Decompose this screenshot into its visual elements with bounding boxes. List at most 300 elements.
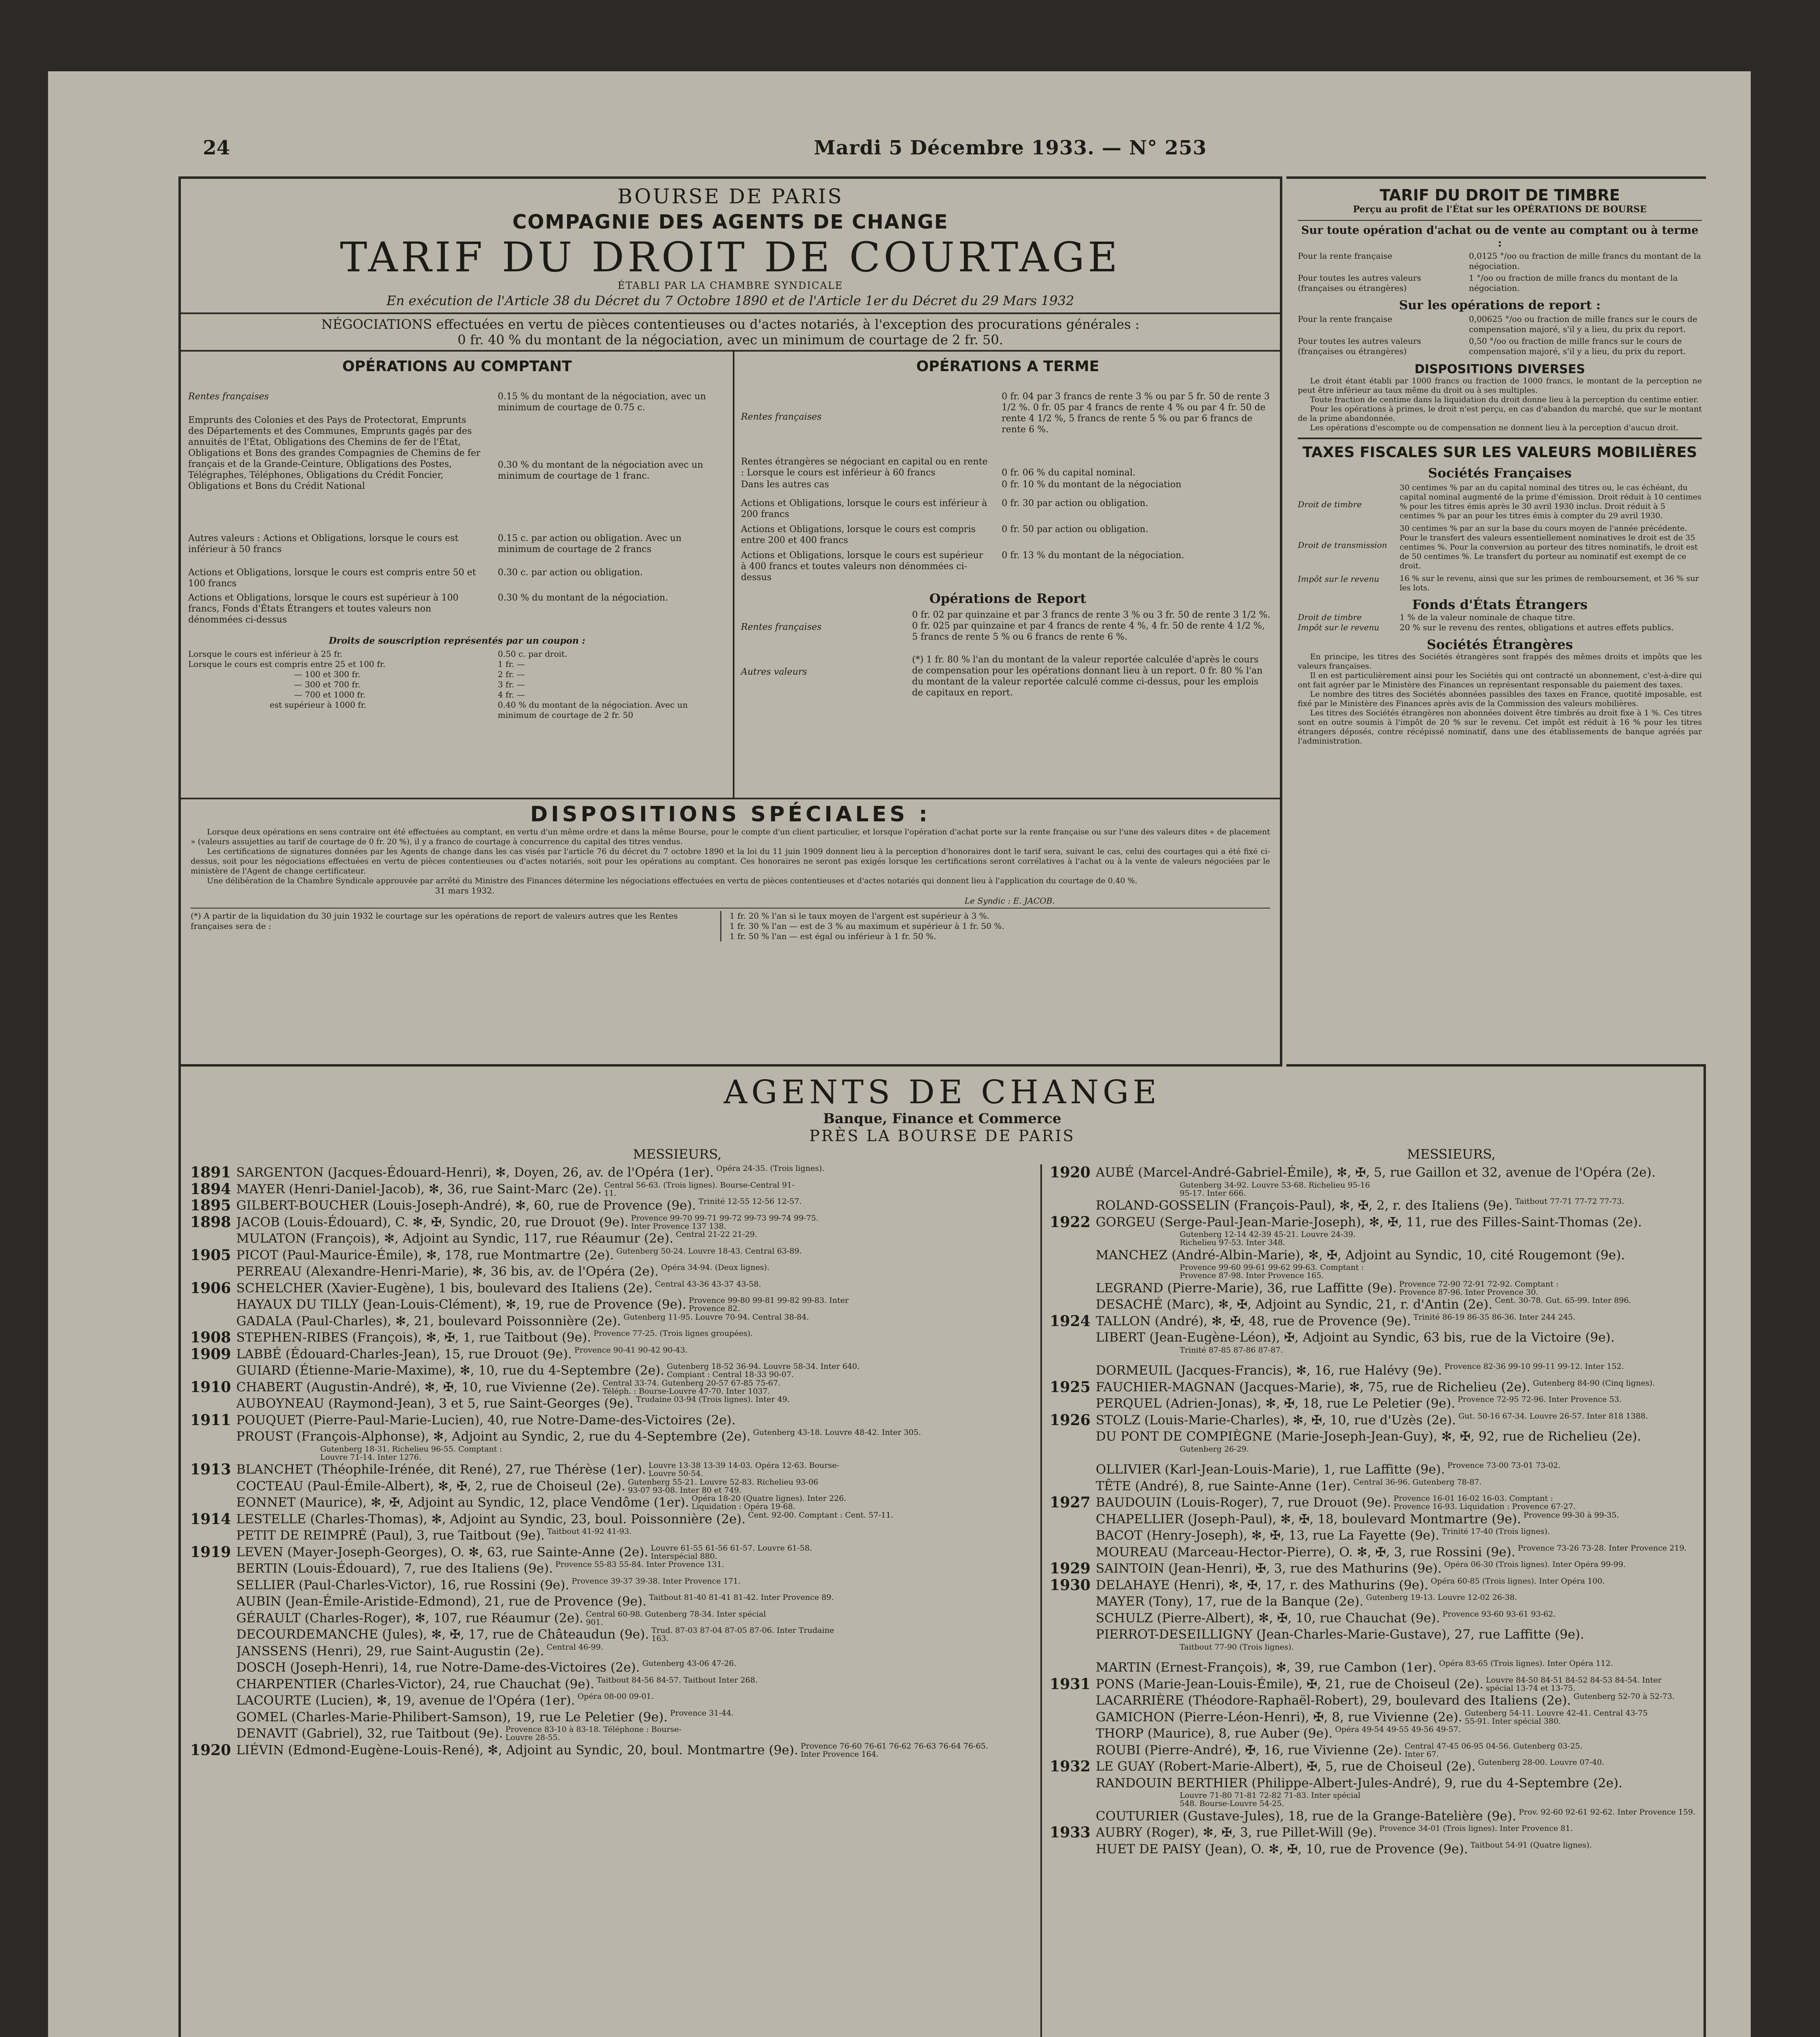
agent-row: [185, 1709, 1040, 1726]
agent-row: [1044, 1643, 1704, 1660]
agent-name: COCTEAU (Paul-Émile-Albert), ✻, ✠, 2, rue de Choiseul (2e).: [236, 1478, 626, 1494]
agent-row: [1044, 1841, 1704, 1858]
agent-telephone: Louvre 84-50 84-51 84-52 84-53 84-54. Inter spécial 13-74 et 13-75.: [1486, 1676, 1662, 1692]
agent-telephone: Provence 99-80 99-81 99-82 99-83. Inter Provence 82.: [688, 1296, 849, 1313]
agent-entry: [236, 1725, 1040, 1742]
agent-row: [185, 1577, 1040, 1594]
agent-telephone: Louvre 71-80 71-81 72-82 71-83. Inter spécial 548. Bourse-Louvre 54-25.: [1180, 1791, 1361, 1808]
agent-name: LESTELLE (Charles-Thomas), ✻, Adjoint au Syndic, 23, boul. Poissonnière (2e).: [236, 1511, 746, 1527]
agent-telephone: Gutenberg 18-52 36-94. Louvre 58-34. Inter 640. Compiant : Central 18-33 90-07.: [667, 1362, 860, 1379]
comptant-column: [188, 358, 726, 724]
agent-name: GUIARD (Étienne-Marie-Maxime), ✻, 10, rue du 4-Septembre (2e).: [236, 1363, 664, 1378]
agent-row: [185, 1626, 1040, 1643]
agent-name: SAINTOIN (Jean-Henri), ✠, 3, rue des Mathurins (9e).: [1096, 1561, 1442, 1576]
agent-row: [1044, 1610, 1704, 1627]
agent-row: [1044, 1494, 1704, 1511]
taxe-row: Impôt sur le revenu 20 % sur le revenu des rentes, obligations et autres effets publics.: [1298, 623, 1674, 632]
agent-telephone: Gutenberg 11-95. Louvre 70-94. Central 38-84.: [623, 1313, 809, 1322]
agent-telephone: Central 60-98. Gutenberg 78-34. Inter spécial 901.: [586, 1610, 766, 1626]
agent-year: 1891: [190, 1164, 231, 1181]
agent-entry: [236, 1214, 1040, 1230]
agent-entry: [236, 1280, 1040, 1296]
agent-name: PIERROT-DESEILLIGNY (Jean-Charles-Marie-Gustave), 27, rue Laffitte (9e).: [1096, 1627, 1585, 1642]
agent-telephone: Central 46-99.: [546, 1643, 603, 1652]
agent-row: [1044, 1296, 1704, 1313]
agent-year: 1930: [1049, 1576, 1091, 1594]
agent-telephone: Gutenberg 28-00. Louvre 07-40.: [1478, 1758, 1605, 1767]
terme-row: Actions et Obligations, lorsque le cours est supérieur à 400 francs et toutes valeurs non dénommées ci-dessus 0 fr. 13 % du montant de la négociation.: [741, 550, 1185, 583]
agent-name: CHABERT (Augustin-André), ✻, ✠, 10, rue Vivienne (2e).: [236, 1379, 600, 1395]
agent-name: LABBÉ (Édouard-Charles-Jean), 15, rue Drouot (9e).: [236, 1346, 572, 1362]
agent-row: [185, 1214, 1040, 1231]
agent-row: [185, 1164, 1040, 1181]
agent-entry: [1096, 1428, 1704, 1445]
agent-telephone: Opéra 06-30 (Trois lignes). Inter Opéra 99-99.: [1444, 1560, 1626, 1569]
agent-entry: [1096, 1461, 1704, 1478]
agent-telephone: Trinité 12-55 12-56 12-57.: [698, 1197, 802, 1206]
agent-row: [1044, 1544, 1704, 1561]
agent-row: [1044, 1758, 1704, 1775]
bourse-heading: BOURSE DE PARIS: [617, 185, 844, 208]
agent-row: [1044, 1461, 1704, 1478]
report-heading: Opérations de Report: [929, 591, 1086, 606]
coupon-row: — 700 et 1000 fr. 4 fr. —: [294, 690, 525, 700]
comptant-row: Actions et Obligations, lorsque le cours est supérieur à 100 francs, Fonds d'États Étrangers et toutes valeurs non dénommées ci-dessus 0.30 % du montant de la négociation.: [188, 593, 668, 625]
agent-row: [185, 1230, 1040, 1247]
etrangeres-para: En principe, les titres des Sociétés étrangères sont frappés des mêmes droits et impôts que les valeurs françaises.: [1298, 652, 1702, 671]
agent-telephone: Gutenberg 50-24. Louvre 18-43. Central 63-89.: [616, 1247, 802, 1256]
agent-row: [185, 1643, 1040, 1660]
syndic-signature: Le Syndic : E. JACOB.: [965, 896, 1055, 906]
agent-entry: [236, 1346, 1040, 1362]
agent-name: OLLIVIER (Karl-Jean-Louis-Marie), 1, rue Laffitte (9e).: [1096, 1462, 1445, 1477]
disposition-para: Une délibération de la Chambre Syndicale approuvée par arrêté du Ministre des Finances détermine les négociations effectuées en vertu de pièces contentieuses et d'actes notariés qui donnent lieu à l'application du courtage de 0.40 %.: [207, 876, 1138, 885]
agent-telephone: Provence 73-26 73-28. Inter Provence 219.: [1518, 1544, 1687, 1553]
agent-entry: [236, 1412, 1040, 1428]
agent-telephone: Prov. 92-60 92-61 92-62. Inter Provence 159.: [1519, 1808, 1696, 1817]
agent-name: DESACHÉ (Marc), ✻, ✠, Adjoint au Syndic, 21, r. d'Antin (2e).: [1096, 1297, 1492, 1312]
terme-row: Actions et Obligations, lorsque le cours est inférieur à 200 francs 0 fr. 30 par action ou obligation.: [741, 498, 1148, 519]
agent-telephone: Provence 93-60 93-61 93-62.: [1442, 1610, 1556, 1619]
agent-telephone: Provence 72-90 72-91 72-92. Comptant : Provence 87-96. Inter Provence 30.: [1399, 1280, 1559, 1296]
agent-row: [185, 1742, 1040, 1759]
agent-telephone: Opéra 18-20 (Quatre lignes). Inter 226. Liquidation : Opéra 19-68.: [691, 1494, 846, 1511]
agent-row: [1044, 1445, 1704, 1462]
negociations-line-1: NÉGOCIATIONS effectuées en vertu de pièces contentieuses ou d'actes notariés, à l'exception des procurations générales :: [321, 317, 1140, 332]
agent-entry: [236, 1527, 1040, 1544]
agent-entry: [236, 1742, 1040, 1758]
page-number: 24: [203, 136, 230, 159]
timbre-h3: DISPOSITIONS DIVERSES: [1414, 362, 1585, 376]
agent-name: MAYER (Henri-Daniel-Jacob), ✻, 36, rue Saint-Marc (2e).: [236, 1181, 602, 1197]
tarif-courtage-panel: [178, 176, 1282, 1067]
agent-telephone: Provence 83-10 à 83-18. Téléphone : Bourse-Louvre 28-55.: [505, 1725, 681, 1742]
agent-name: AUBIN (Jean-Émile-Aristide-Edmond), 21, rue de Provence (9e).: [236, 1594, 647, 1609]
agent-year: 1911: [190, 1411, 231, 1429]
agent-name: PERREAU (Alexandre-Henri-Marie), ✻, 36 bis, av. de l'Opéra (2e).: [236, 1264, 659, 1279]
agent-name: PETIT DE REIMPRÉ (Paul), 3, rue Taitbout (9e).: [236, 1528, 545, 1543]
agent-entry: [1096, 1214, 1704, 1230]
agent-name: MAYER (Tony), 17, rue de la Banque (2e).: [1096, 1594, 1364, 1609]
agent-row: [1044, 1775, 1704, 1792]
comptant-row: Autres valeurs : Actions et Obligations, lorsque le cours est inférieur à 50 francs 0.15 c. par action ou obligation. Avec un minimum de courtage de 2 francs: [188, 533, 682, 554]
agent-entry: [236, 1164, 1040, 1181]
agent-name: FAUCHIER-MAGNAN (Jacques-Marie), ✻, 75, rue de Richelieu (2e).: [1096, 1379, 1531, 1395]
agent-telephone: Taitbout 84-56 84-57. Taitbout Inter 268.: [596, 1676, 758, 1685]
agent-row: [185, 1692, 1040, 1709]
agent-name: LEGRAND (Pierre-Marie), 36, rue Laffitte (9e).: [1096, 1280, 1397, 1296]
agent-telephone: Taitbout 54-91 (Quatre lignes).: [1470, 1841, 1592, 1850]
agent-row: [185, 1445, 1040, 1462]
agent-entry: [1096, 1841, 1704, 1857]
agent-row: [1044, 1247, 1704, 1264]
agent-row: [1044, 1329, 1704, 1346]
agent-name: AUBÉ (Marcel-André-Gabriel-Émile), ✻, ✠, 5, rue Gaillon et 32, avenue de l'Opéra (2e).: [1096, 1165, 1656, 1180]
agent-row: [1044, 1560, 1704, 1577]
agent-telephone: Gutenberg 12-14 42-39 45-21. Louvre 24-39. Richelieu 97-53. Inter 348.: [1180, 1230, 1356, 1247]
agent-entry: [1096, 1197, 1704, 1214]
etrangeres-para: Le nombre des titres des Sociétés abonnées passibles des taxes en France, quotité imposable, est fixé par le Ministère des Finances après avis de la Commission des valeurs mobilières.: [1298, 690, 1702, 708]
agent-row: [1044, 1478, 1704, 1495]
agent-row: [1044, 1725, 1704, 1742]
agent-entry: [236, 1511, 1040, 1527]
agent-row: [1044, 1164, 1704, 1181]
negociations-line-2: 0 fr. 40 % du montant de la négociation, avec un minimum de courtage de 2 fr. 50.: [457, 332, 1003, 348]
agent-name: SELLIER (Paul-Charles-Victor), 16, rue Rossini (9e).: [236, 1577, 569, 1593]
agent-row: [1044, 1692, 1704, 1709]
agent-name: GADALA (Paul-Charles), ✻, 21, boulevard Poissonnière (2e).: [236, 1313, 621, 1329]
agent-name: GORGEU (Serge-Paul-Jean-Marie-Joseph), ✻, ✠, 11, rue des Filles-Saint-Thomas (2e).: [1096, 1214, 1642, 1230]
coupon-row: est supérieur à 1000 fr. 0.40 % du montant de la négociation. Avec un minimum de courtage de 2 fr. 50: [270, 700, 688, 720]
agent-name: BACOT (Henry-Joseph), ✻, ✠, 13, rue La Fayette (9e).: [1096, 1528, 1440, 1543]
agent-year: 1932: [1049, 1758, 1091, 1775]
agent-entry: [1096, 1808, 1704, 1824]
agent-entry: [236, 1428, 1040, 1445]
agent-entry: [1096, 1230, 1704, 1247]
agent-entry: [1096, 1709, 1704, 1725]
agent-entry: [1096, 1610, 1704, 1626]
agent-telephone: Provence 76-60 76-61 76-62 76-63 76-64 76-65. Inter Provence 164.: [800, 1742, 988, 1758]
agent-telephone: Taitbout 41-92 41-93.: [547, 1527, 632, 1536]
dateline: Mardi 5 Décembre 1933. — N° 253: [814, 136, 1207, 159]
agent-row: [185, 1461, 1040, 1478]
agent-row: [1044, 1824, 1704, 1841]
agent-year: 1922: [1049, 1213, 1091, 1231]
agent-row: [1044, 1577, 1704, 1594]
messieurs-left: MESSIEURS,: [633, 1146, 722, 1162]
timbre-p3: Les opérations d'escompte ou de compensation ne donnent lieu à la perception d'aucun droit.: [1310, 423, 1679, 432]
agent-row: [185, 1593, 1040, 1610]
agent-entry: [1096, 1296, 1704, 1313]
agent-entry: [236, 1593, 1040, 1610]
timbre-r1-row: Pour toutes les autres valeurs (françaises ou étrangères) 1 °/oo ou fraction de mille francs du montant de la négociation.: [1298, 273, 1678, 293]
agent-name: GOMEL (Charles-Marie-Philibert-Samson), 19, rue Le Peletier (9e).: [236, 1709, 668, 1725]
agent-entry: [1096, 1346, 1704, 1362]
agent-year: 1913: [190, 1461, 231, 1478]
agent-row: [185, 1181, 1040, 1198]
agent-entry: [1096, 1676, 1704, 1692]
agent-year: 1910: [190, 1378, 231, 1396]
agent-telephone: Provence 77-25. (Trois lignes groupées).: [593, 1329, 753, 1338]
agent-year: 1920: [190, 1741, 231, 1759]
agent-row: [185, 1346, 1040, 1363]
agent-row: [185, 1494, 1040, 1511]
agent-entry: [1096, 1313, 1704, 1329]
disposition-para: Lorsque deux opérations en sens contraire ont été effectuées au comptant, en vertu d'un même ordre et dans la même Bourse, pour le compte d'un client particulier, et lorsque l'opération d'achat porte sur la rente française ou sur l'une des valeurs dites « de placement » (valeurs assujetties au tarif de courtage de 0 fr. 20 %), il y a franco de courtage à concurrence du capital des titres vendus.: [191, 827, 1270, 846]
agent-row: [1044, 1511, 1704, 1528]
tarif-timbre-panel: [1286, 176, 1706, 1067]
agent-telephone: Taitbout 77-90 (Trois lignes).: [1180, 1643, 1294, 1652]
negociations-note: [181, 314, 1280, 350]
agent-name: TALLON (André), ✻, ✠, 48, rue de Provence (9e).: [1096, 1313, 1411, 1329]
agent-name: HAYAUX DU TILLY (Jean-Louis-Clément), ✻, 19, rue de Provence (9e).: [236, 1297, 686, 1312]
timbre-p3: Pour les opérations à primes, le droit n'est perçu, en cas d'abandon du marché, que sur le montant de la prime abandonnée.: [1298, 405, 1702, 423]
agent-row: [185, 1280, 1040, 1297]
agent-entry: [1096, 1577, 1704, 1593]
agent-name: LEVEN (Mayer-Joseph-Georges), O. ✻, 63, rue Sainte-Anne (2e).: [236, 1544, 648, 1560]
agent-row: [1044, 1659, 1704, 1676]
agent-name: GÉRAULT (Charles-Roger), ✻, 107, rue Réaumur (2e).: [236, 1610, 584, 1626]
agent-name: MOUREAU (Marceau-Hector-Pierre), O. ✻, ✠, 3, rue Rossini (9e).: [1096, 1544, 1516, 1560]
timbre-p3: Le droit étant établi par 1000 francs ou fraction de 1000 francs, le montant de la perception ne peut être inférieur au taux même du droit ou à ses multiples.: [1298, 376, 1702, 395]
agent-year: 1919: [190, 1543, 231, 1561]
agent-name: AUBOYNEAU (Raymond-Jean), 3 et 5, rue Saint-Georges (9e).: [236, 1396, 634, 1411]
agent-entry: [1096, 1692, 1704, 1709]
agent-entry: [236, 1197, 1040, 1214]
agent-year: 1924: [1049, 1312, 1091, 1330]
agent-telephone: Gutenberg 55-21. Louvre 52-83. Richelieu 93-06 93-07 93-08. Inter 80 et 749.: [628, 1478, 818, 1494]
comptant-row: Actions et Obligations, lorsque le cours est compris entre 50 et 100 francs 0.30 c. par action ou obligation.: [188, 568, 643, 589]
agent-telephone: Provence 82-36 99-10 99-11 99-12. Inter 152.: [1444, 1362, 1624, 1371]
agent-name: POUQUET (Pierre-Paul-Marie-Lucien), 40, rue Notre-Dame-des-Victoires (2e).: [236, 1412, 736, 1428]
agent-telephone: Provence 16-01 16-02 16-03. Comptant : Provence 16-93. Liquidation : Provence 67-27.: [1394, 1494, 1576, 1511]
agent-name: SCHELCHER (Xavier-Eugène), 1 bis, boulevard des Italiens (2e).: [236, 1280, 653, 1296]
agent-entry: [236, 1494, 1040, 1511]
agent-telephone: Provence 39-37 39-38. Inter Provence 171.: [571, 1577, 741, 1586]
agent-entry: [1096, 1280, 1704, 1296]
agent-entry: [1096, 1791, 1704, 1808]
agent-name: AUBRY (Roger), ✻, ✠, 3, rue Pillet-Will (9e).: [1096, 1825, 1377, 1840]
agent-name: TÊTE (André), 8, rue Sainte-Anne (1er).: [1096, 1478, 1351, 1494]
agent-telephone: Central 47-45 06-95 04-56. Gutenberg 03-25. Inter 67.: [1405, 1742, 1583, 1758]
agent-telephone: Gutenberg 52-70 à 52-73.: [1573, 1692, 1675, 1701]
agent-telephone: Provence 99-30 à 99-35.: [1523, 1511, 1619, 1520]
agents-subtitle-2: PRÈS LA BOURSE DE PARIS: [809, 1127, 1075, 1145]
agent-entry: [236, 1313, 1040, 1329]
agent-row: [185, 1725, 1040, 1742]
agent-row: [185, 1412, 1040, 1429]
agent-name: MARTIN (Ernest-François), ✻, 39, rue Cambon (1er).: [1096, 1660, 1437, 1675]
agent-entry: [1096, 1511, 1704, 1527]
taxe-row: Droit de timbre 30 centimes % par an du capital nominal des titres ou, le cas échéant, du capital nominal augmenté de la prime d'émission. Droit réduit à 10 centimes % pour les titres émis après le 30 avril 1930 inclus. Droit réduit à 5 centimes % par an pour les titres émis à compter du 29 avril 1930.: [1298, 483, 1701, 520]
taxe-row: Impôt sur le revenu 16 % sur le revenu, ainsi que sur les primes de remboursement, et 36 % sur les lots.: [1298, 574, 1699, 592]
agent-name: ROUBI (Pierre-André), ✠, 16, rue Vivienne (2e).: [1096, 1742, 1402, 1758]
agent-telephone: Provence 34-01 (Trois lignes). Inter Provence 81.: [1379, 1824, 1573, 1833]
timbre-p3: Toute fraction de centime dans la liquidation du droit donne lieu à la perception du centime entier.: [1310, 395, 1699, 404]
agent-telephone: Gutenberg 18-31. Richelieu 96-55. Comptant : Louvre 71-14. Inter 1276.: [320, 1445, 502, 1461]
agent-year: 1929: [1049, 1560, 1091, 1577]
agent-entry: [1096, 1164, 1704, 1181]
agent-telephone: Gut. 50-16 67-34. Louvre 26-57. Inter 818 1388.: [1458, 1412, 1648, 1421]
coupon-row: — 300 et 700 fr. 3 fr. —: [294, 680, 525, 689]
agent-entry: [236, 1379, 1040, 1395]
terme-row: Actions et Obligations, lorsque le cours est compris entre 200 et 400 francs 0 fr. 50 par action ou obligation.: [741, 524, 1148, 546]
taxe-row: Droit de timbre 1 % de la valeur nominale de chaque titre.: [1298, 612, 1576, 622]
agent-name: THORP (Maurice), 8, rue Auber (9e).: [1096, 1726, 1333, 1741]
agent-name: DOSCH (Joseph-Henri), 14, rue Notre-Dame-des-Victoires (2e).: [236, 1660, 640, 1675]
agent-name: SARGENTON (Jacques-Édouard-Henri), ✻, Doyen, 26, av. de l'Opéra (1er).: [236, 1165, 714, 1180]
agent-telephone: Provence 90-41 90-42 90-43.: [574, 1346, 688, 1355]
agent-entry: [236, 1230, 1040, 1247]
agent-entry: [236, 1395, 1040, 1412]
agent-entry: [236, 1263, 1040, 1280]
agent-row: [185, 1379, 1040, 1396]
agent-name: ROLAND-GOSSELIN (François-Paul), ✻, ✠, 2, r. des Italiens (9e).: [1096, 1198, 1513, 1213]
agent-telephone: Louvre 61-55 61-56 61-57. Louvre 61-58. Interspécial 880.: [651, 1544, 812, 1560]
comptant-row: Rentes françaises 0.15 % du montant de la négociation, avec un minimum de courtage de 0.75 c.: [188, 392, 706, 413]
agent-name: DECOURDEMANCHE (Jules), ✻, ✠, 17, rue de Châteaudun (9e).: [236, 1627, 649, 1642]
agent-telephone: Trudaine 03-94 (Trois lignes). Inter 49.: [636, 1395, 790, 1404]
agent-telephone: Cent. 92-00. Comptant : Cent. 57-11.: [748, 1511, 893, 1520]
agent-entry: [236, 1560, 1040, 1577]
agent-row: [1044, 1428, 1704, 1445]
agent-row: [1044, 1626, 1704, 1643]
agent-entry: [236, 1329, 1040, 1346]
agent-name: STEPHEN-RIBES (François), ✻, ✠, 1, rue Taitbout (9e).: [236, 1330, 591, 1345]
agent-telephone: Taitbout 81-40 81-41 81-42. Inter Provence 89.: [649, 1593, 834, 1602]
agent-year: 1926: [1049, 1411, 1091, 1429]
agent-entry: [1096, 1626, 1704, 1643]
agent-name: LE GUAY (Robert-Marie-Albert), ✠, 5, rue de Choiseul (2e).: [1096, 1759, 1476, 1774]
agent-telephone: Taitbout 77-71 77-72 77-73.: [1515, 1197, 1624, 1206]
agent-telephone: Trinité 86-19 86-35 86-36. Inter 244 245.: [1413, 1313, 1576, 1322]
agent-telephone: Gutenberg 43-06 47-26.: [642, 1659, 736, 1668]
agent-telephone: Gutenberg 84-90 (Cinq lignes).: [1533, 1379, 1655, 1388]
agent-telephone: Provence 73-00 73-01 73-02.: [1447, 1461, 1561, 1470]
agent-year: 1931: [1049, 1675, 1091, 1693]
agent-row: [185, 1610, 1040, 1627]
agent-telephone: Opéra 49-54 49-55 49-56 49-57.: [1335, 1725, 1461, 1734]
agent-name: COUTURIER (Gustave-Jules), 18, rue de la Grange-Batelière (9e).: [1096, 1808, 1517, 1824]
agent-entry: [1096, 1395, 1704, 1412]
agent-name: BERTIN (Louis-Édouard), 7, rue des Italiens (9e).: [236, 1561, 553, 1576]
agent-telephone: Opéra 60-85 (Trois lignes). Inter Opéra 100.: [1431, 1577, 1605, 1586]
terme-row: Rentes françaises 0 fr. 04 par 3 francs de rente 3 % ou par 5 fr. 50 de rente 3 1/2 %. 0 fr. 05 par 4 francs de rente 4 % ou par 4 fr. 50 de rente 4 1/2 %, 5 francs de rente 5 % ou par 6 francs de rente 6 %.: [741, 392, 1270, 435]
agent-row: [1044, 1412, 1704, 1429]
agent-entry: [1096, 1544, 1704, 1560]
agent-row: [1044, 1230, 1704, 1247]
agent-year: 1908: [190, 1329, 231, 1346]
agent-entry: [236, 1626, 1040, 1643]
agent-telephone: Opéra 83-65 (Trois lignes). Inter Opéra 112.: [1439, 1659, 1613, 1668]
agent-entry: [236, 1676, 1040, 1692]
agent-row: [1044, 1181, 1704, 1198]
timbre-h1: Sur toute opération d'achat ou de vente au comptant ou à terme :: [1301, 224, 1699, 249]
coupon-row: — 100 et 300 fr. 2 fr. —: [294, 669, 525, 679]
agent-entry: [236, 1296, 1040, 1313]
agent-name: DU PONT DE COMPIÈGNE (Marie-Joseph-Jean-Guy), ✻, ✠, 92, rue de Richelieu (2e).: [1096, 1429, 1641, 1444]
timbre-subtitle: Perçu au profit de l'État sur les OPÉRATIONS DE BOURSE: [1353, 204, 1647, 215]
report-row: Autres valeurs (*) 1 fr. 80 % l'an du montant de la valeur reportée calculée d'après le cours de compensation pour les opérations donnant lieu à un report. 0 fr. 80 % l'an du montant de la valeur reportée calculé comme ci-dessus, pour les emplois de capitaux en report.: [741, 655, 1263, 698]
agent-telephone: Gutenberg 26-29.: [1180, 1445, 1249, 1454]
agent-telephone: Gutenberg 54-11. Louvre 42-41. Central 43-75 55-91. Inter spécial 380.: [1464, 1709, 1648, 1725]
agent-name: JANSSENS (Henri), 29, rue Saint-Augustin (2e).: [236, 1643, 544, 1659]
agent-row: [1044, 1676, 1704, 1693]
page-header: [48, 136, 1751, 165]
agent-entry: [1096, 1379, 1704, 1395]
societes-francaises-heading: Sociétés Françaises: [1428, 465, 1572, 481]
agent-name: HUET DE PAISY (Jean), O. ✻, ✠, 10, rue de Provence (9e).: [1096, 1841, 1468, 1857]
etrangeres-para: Il en est particulièrement ainsi pour les Sociétés qui ont contracté un abonnement, c'est-à-dire qui ont fait agréer par le Ministère des Finances un représentant responsable du paiement des taxes.: [1298, 671, 1702, 689]
agent-row: [185, 1247, 1040, 1264]
agent-telephone: Cent. 30-78. Gut. 65-99. Inter 896.: [1495, 1296, 1631, 1305]
report-row: Rentes françaises 0 fr. 02 par quinzaine et par 3 francs de rente 3 % ou 3 fr. 50 de rente 3 1/2 %. 0 fr. 025 par quinzaine et par 4 francs de rente 4 %, 4 fr. 50 de rente 4 1/2 %, 5 francs de rente 5 % ou 6 francs de rente 6 %.: [741, 610, 1270, 642]
agent-entry: [1096, 1593, 1704, 1610]
agent-name: LIÉVIN (Edmond-Eugène-Louis-René), ✻, Adjoint au Syndic, 20, boul. Montmartre (9e).: [236, 1742, 798, 1758]
etrangeres-para: Les titres des Sociétés étrangères non abonnées doivent être timbrés au droit fixe à 1 %. Ces titres sont en outre soumis à l'impôt de 20 % sur le revenu. Cet impôt est réduit à 16 % pour les titres étrangers déposés, contre récépissé nominatif, dans une des établissements de banque agréés par l'administration.: [1298, 708, 1702, 746]
taxe-row: Droit de transmission 30 centimes % par an sur la base du cours moyen de l'année précédente. Pour le transfert des valeurs essentiellement nominatives le droit est de 35 centimes %. Pour la conversion au porteur des titres nominatifs, le droit est de 50 centimes %. Le transfert du porteur au nominatif est exempt de ce droit.: [1298, 524, 1698, 570]
agent-row: [1044, 1709, 1704, 1726]
agent-telephone: Opéra 08-00 09-01.: [577, 1692, 654, 1701]
agent-telephone: Provence 99-60 99-61 99-62 99-63. Comptant : Provence 87-98. Inter Provence 165.: [1180, 1263, 1364, 1280]
agent-name: EONNET (Maurice), ✻, ✠, Adjoint au Syndic, 12, place Vendôme (1er).: [236, 1495, 689, 1510]
agent-telephone: Central 21-22 21-29.: [676, 1230, 757, 1239]
agent-entry: [236, 1709, 1040, 1725]
fonds-etats-heading: Fonds d'États Étrangers: [1412, 597, 1588, 612]
agent-name: PERQUEL (Adrien-Jonas), ✻, ✠, 18, rue Le Peletier (9e).: [1096, 1396, 1455, 1411]
decree-line: En exécution de l'Article 38 du Décret du 7 Octobre 1890 et de l'Article 1er du Décret du 29 Mars 1932: [386, 293, 1075, 308]
agent-name: GILBERT-BOUCHER (Louis-Joseph-André), ✻, 60, rue de Provence (9e).: [236, 1198, 696, 1213]
agent-row: [1044, 1362, 1704, 1379]
agent-row: [185, 1362, 1040, 1379]
agent-year: 1933: [1049, 1824, 1091, 1841]
agent-year: 1909: [190, 1345, 231, 1363]
agent-entry: [1096, 1362, 1704, 1379]
agent-name: DORMEUIL (Jacques-Francis), ✻, 16, rue Halévy (9e).: [1096, 1363, 1442, 1378]
agent-name: JACOB (Louis-Édouard), C. ✻, ✠, Syndic, 20, rue Drouot (9e).: [236, 1214, 629, 1230]
agent-entry: [236, 1478, 1040, 1494]
agent-telephone: Central 56-63. (Trois lignes). Bourse-Central 91-11.: [604, 1181, 795, 1197]
agent-entry: [1096, 1478, 1704, 1494]
taxes-fiscales-title: TAXES FISCALES SUR LES VALEURS MOBILIÈRES: [1302, 444, 1697, 461]
agent-entry: [236, 1445, 1040, 1461]
agents-subtitle-1: Banque, Finance et Commerce: [823, 1111, 1062, 1127]
agent-entry: [236, 1659, 1040, 1676]
agent-telephone: Central 36-96. Gutenberg 78-87.: [1353, 1478, 1482, 1487]
timbre-h2: Sur les opérations de report :: [1399, 298, 1601, 312]
agent-name: PICOT (Paul-Maurice-Émile), ✻, 178, rue Montmartre (2e).: [236, 1247, 614, 1263]
agent-entry: [1096, 1263, 1704, 1280]
agent-entry: [236, 1544, 1040, 1560]
agent-entry: [1096, 1494, 1704, 1511]
agent-row: [1044, 1214, 1704, 1231]
agent-row: [1044, 1742, 1704, 1759]
agent-row: [185, 1478, 1040, 1495]
agent-row: [1044, 1197, 1704, 1214]
agent-entry: [1096, 1412, 1704, 1428]
agent-row: [1044, 1379, 1704, 1396]
agent-row: [185, 1296, 1040, 1313]
terme-column: [741, 358, 1275, 699]
agent-year: 1927: [1049, 1494, 1091, 1511]
agent-name: DELAHAYE (Henri), ✻, ✠, 17, r. des Mathurins (9e).: [1096, 1577, 1429, 1593]
terme-heading: OPÉRATIONS A TERME: [916, 358, 1099, 375]
agent-entry: [1096, 1560, 1704, 1577]
agent-row: [1044, 1808, 1704, 1825]
timbre-title: TARIF DU DROIT DE TIMBRE: [1380, 186, 1620, 204]
agent-year: 1905: [190, 1246, 231, 1264]
comptant-row: Emprunts des Colonies et des Pays de Protectorat, Emprunts des Départements et des Communes, Emprunts gagés par des annuités de l'État, Obligations des Chemins de fer de l'État, Obligations et Bons des grandes Compagnies de Chemins de fer français et de la Grande-Ceinture, Obligations des Postes, Télégraphes, Téléphones, Obligations du Crédit Foncier, Obligations et Bons du Crédit National 0.30 % du montant de la négociation avec un minimum de courtage de 1 franc.: [188, 415, 703, 491]
